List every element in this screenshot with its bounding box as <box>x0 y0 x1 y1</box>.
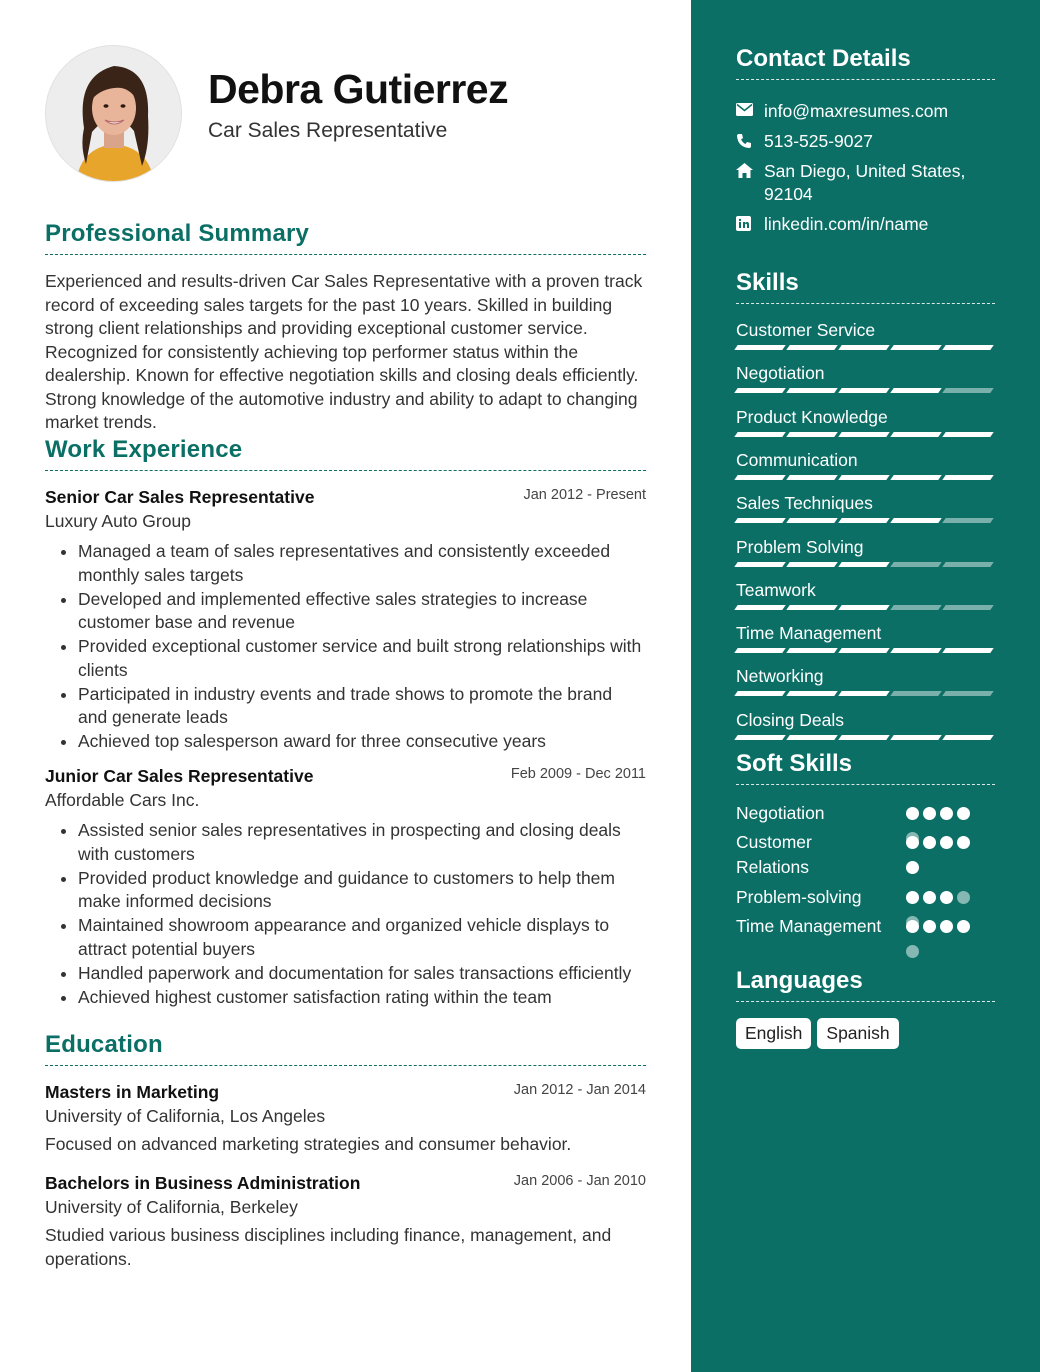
contact-linkedin <box>736 213 995 236</box>
skill-level-segment <box>890 388 942 393</box>
avatar <box>45 45 182 182</box>
candidate-role: Car Sales Representative <box>208 119 448 142</box>
list-item: • Managed a team of sales representatives and consistently exceeded monthly sales targets <box>78 540 646 587</box>
rating-dot <box>940 920 953 933</box>
skill-level-segment <box>786 518 838 523</box>
summary-text: Experienced and results-driven Car Sales Representative with a proven track record of exceeding sales targets for the past 10 years. Skilled in building strong client relationships and providing exceptional customer service. Recognized for consistently achieving top performer status within the dealership. Known for effective negotiation skills and closing deals efficiently. Strong knowledge of the automotive industry and ability to adapt to changing market trends. <box>45 271 643 432</box>
rating-dot <box>957 891 970 904</box>
skill-level-segment <box>942 518 994 523</box>
skill-level-segment <box>890 518 942 523</box>
skill-item <box>736 407 992 437</box>
envelope-icon <box>736 100 764 123</box>
contact-address <box>736 160 995 206</box>
list-item: • Achieved highest customer satisfaction rating within the team <box>78 986 646 1010</box>
rating-dot <box>906 861 919 874</box>
job-entry <box>45 766 646 1010</box>
contact-phone <box>736 130 995 153</box>
linkedin-text: linkedin.com/in/name <box>764 214 929 234</box>
skill-item <box>736 580 992 610</box>
skill-level-segment <box>942 691 994 696</box>
list-item: • Handled paperwork and documentation for sales transactions efficiently <box>78 962 646 986</box>
skill-level-segment <box>890 691 942 696</box>
skill-level-segment <box>942 475 994 480</box>
job-company: Luxury Auto Group <box>45 511 191 531</box>
skill-level-segment <box>838 475 890 480</box>
skill-level-segment <box>890 345 942 350</box>
experience-heading: Work Experience <box>45 436 646 471</box>
rating-dot <box>923 891 936 904</box>
skill-level-segment <box>786 605 838 610</box>
skill-name: Negotiation <box>736 363 825 384</box>
job-bullets <box>45 819 646 1009</box>
skill-level-bars <box>736 735 992 740</box>
rating-dot <box>923 836 936 849</box>
skill-level-segment <box>838 648 890 653</box>
school-name: University of California, Los Angeles <box>45 1106 326 1126</box>
skill-level-segment <box>890 562 942 567</box>
job-date: Jan 2012 - Present <box>523 487 646 503</box>
contact-email <box>736 100 995 123</box>
education-heading: Education <box>45 1031 646 1066</box>
profile-photo <box>46 46 182 182</box>
education-entry <box>45 1173 646 1271</box>
skill-level-segment <box>942 345 994 350</box>
list-item: • Developed and implemented effective sales strategies to increase customer base and revenue <box>78 588 646 635</box>
skill-name: Customer Service <box>736 320 876 340</box>
skill-level-segment <box>734 648 786 653</box>
degree-title: Masters in Marketing <box>45 1082 220 1102</box>
skill-level-segment <box>838 388 890 393</box>
rating-dot <box>957 836 970 849</box>
phone-icon <box>736 130 764 153</box>
rating-dot <box>906 945 919 958</box>
education-description: Studied various business disciplines including finance, management, and operations. <box>45 1225 612 1269</box>
skill-level-bars <box>736 388 992 393</box>
skill-level-segment <box>786 388 838 393</box>
job-title: Senior Car Sales Representative <box>45 487 315 507</box>
skill-level-bars <box>736 605 992 610</box>
skill-item <box>736 537 992 567</box>
home-icon <box>736 160 764 206</box>
skill-item <box>736 666 992 696</box>
skill-level-segment <box>942 562 994 567</box>
skill-item <box>736 363 992 393</box>
skill-level-segment <box>890 475 942 480</box>
skill-level-segment <box>786 475 838 480</box>
summary-heading: Professional Summary <box>45 220 646 255</box>
skill-level-segment <box>734 388 786 393</box>
skill-level-segment <box>734 518 786 523</box>
linkedin-icon <box>736 213 764 236</box>
list-item: • Provided exceptional customer service and built strong relationships with clients <box>78 635 646 682</box>
soft-skill-rating <box>906 836 986 886</box>
sidebar <box>691 0 1040 1372</box>
languages-list <box>736 1018 899 1049</box>
rating-dot <box>923 920 936 933</box>
skill-name: Networking <box>736 666 824 687</box>
skill-level-segment <box>942 648 994 653</box>
skill-level-segment <box>838 518 890 523</box>
skill-level-segment <box>942 735 994 740</box>
skill-level-bars <box>736 562 992 567</box>
skill-level-segment <box>838 605 890 610</box>
soft-skill-name: Time Management <box>736 916 882 936</box>
education-description: Focused on advanced marketing strategies and consumer behavior. <box>45 1134 572 1154</box>
skill-name: Problem Solving <box>736 536 864 557</box>
skill-item <box>736 493 992 523</box>
skill-level-segment <box>838 345 890 350</box>
skill-level-segment <box>734 691 786 696</box>
candidate-name: Debra Gutierrez <box>208 66 509 112</box>
skill-level-segment <box>838 562 890 567</box>
skill-level-segment <box>942 388 994 393</box>
skill-level-segment <box>786 648 838 653</box>
skill-level-segment <box>734 475 786 480</box>
skill-level-segment <box>890 648 942 653</box>
soft-skill-item <box>736 914 995 964</box>
rating-dot <box>940 891 953 904</box>
job-entry <box>45 487 646 754</box>
language-tag: Spanish <box>817 1018 898 1049</box>
list-item: • Participated in industry events and trade shows to promote the brand and generate leads <box>78 683 646 730</box>
education-date: Jan 2006 - Jan 2010 <box>513 1173 646 1189</box>
address-text: San Diego, United States, 92104 <box>764 161 966 204</box>
skill-name: Communication <box>736 449 858 470</box>
skill-name: Sales Techniques <box>736 493 873 514</box>
language-tag: English <box>736 1018 811 1049</box>
soft-skill-name: Negotiation <box>736 803 825 823</box>
job-company: Affordable Cars Inc. <box>45 790 200 810</box>
skill-level-segment <box>890 605 942 610</box>
skill-level-segment <box>734 605 786 610</box>
rating-dot <box>957 920 970 933</box>
skill-level-segment <box>786 562 838 567</box>
skill-level-segment <box>890 432 942 437</box>
education-date: Jan 2012 - Jan 2014 <box>513 1082 646 1098</box>
school-name: University of California, Berkeley <box>45 1197 298 1217</box>
list-item: • Assisted senior sales representatives in prospecting and closing deals with customers <box>78 819 646 866</box>
skill-level-segment <box>838 735 890 740</box>
soft-skill-name: Problem-solving <box>736 887 862 907</box>
skill-level-segment <box>786 735 838 740</box>
skill-level-bars <box>736 345 992 350</box>
skill-level-segment <box>786 691 838 696</box>
skill-level-segment <box>734 432 786 437</box>
skill-level-bars <box>736 691 992 696</box>
skill-item <box>736 623 992 653</box>
rating-dot <box>906 836 919 849</box>
skill-item <box>736 320 992 350</box>
skill-level-segment <box>838 691 890 696</box>
degree-title: Bachelors in Business Administration <box>45 1173 361 1193</box>
skill-item <box>736 450 992 480</box>
skills-heading: Skills <box>736 269 995 304</box>
skill-level-segment <box>942 432 994 437</box>
skill-level-segment <box>838 432 890 437</box>
email-text: info@maxresumes.com <box>764 101 949 121</box>
skill-level-segment <box>786 345 838 350</box>
rating-dot <box>923 807 936 820</box>
skill-level-segment <box>734 562 786 567</box>
contact-heading: Contact Details <box>736 45 995 80</box>
list-item: • Achieved top salesperson award for three consecutive years <box>78 730 646 754</box>
skill-level-bars <box>736 475 992 480</box>
rating-dot <box>906 807 919 820</box>
rating-dot <box>906 920 919 933</box>
skill-level-segment <box>890 735 942 740</box>
rating-dot <box>957 807 970 820</box>
soft-skill-rating <box>906 920 986 970</box>
skill-level-segment <box>786 432 838 437</box>
job-date: Feb 2009 - Dec 2011 <box>510 766 646 782</box>
skill-level-segment <box>734 735 786 740</box>
job-title: Junior Car Sales Representative <box>45 766 314 786</box>
skill-level-bars <box>736 432 992 437</box>
skill-name: Product Knowledge <box>736 406 888 427</box>
education-entry <box>45 1082 646 1157</box>
list-item: • Provided product knowledge and guidance to customers to help them make informed decisions <box>78 867 646 914</box>
soft-skills-heading: Soft Skills <box>736 750 995 785</box>
rating-dot <box>940 836 953 849</box>
skill-item <box>736 710 992 740</box>
languages-heading: Languages <box>736 967 995 1002</box>
soft-skill-item <box>736 830 995 880</box>
skill-name: Teamwork <box>736 579 816 600</box>
skill-level-bars <box>736 518 992 523</box>
skill-level-segment <box>734 345 786 350</box>
soft-skill-name: Customer Relations <box>736 832 812 877</box>
list-item: • Maintained showroom appearance and organized vehicle displays to attract potential buyers <box>78 914 646 961</box>
skill-name: Time Management <box>736 623 882 644</box>
rating-dot <box>940 807 953 820</box>
rating-dot <box>906 891 919 904</box>
skill-level-segment <box>942 605 994 610</box>
job-bullets <box>45 540 646 754</box>
skill-name: Closing Deals <box>736 709 844 730</box>
phone-text: 513-525-9027 <box>764 131 873 151</box>
skill-level-bars <box>736 648 992 653</box>
